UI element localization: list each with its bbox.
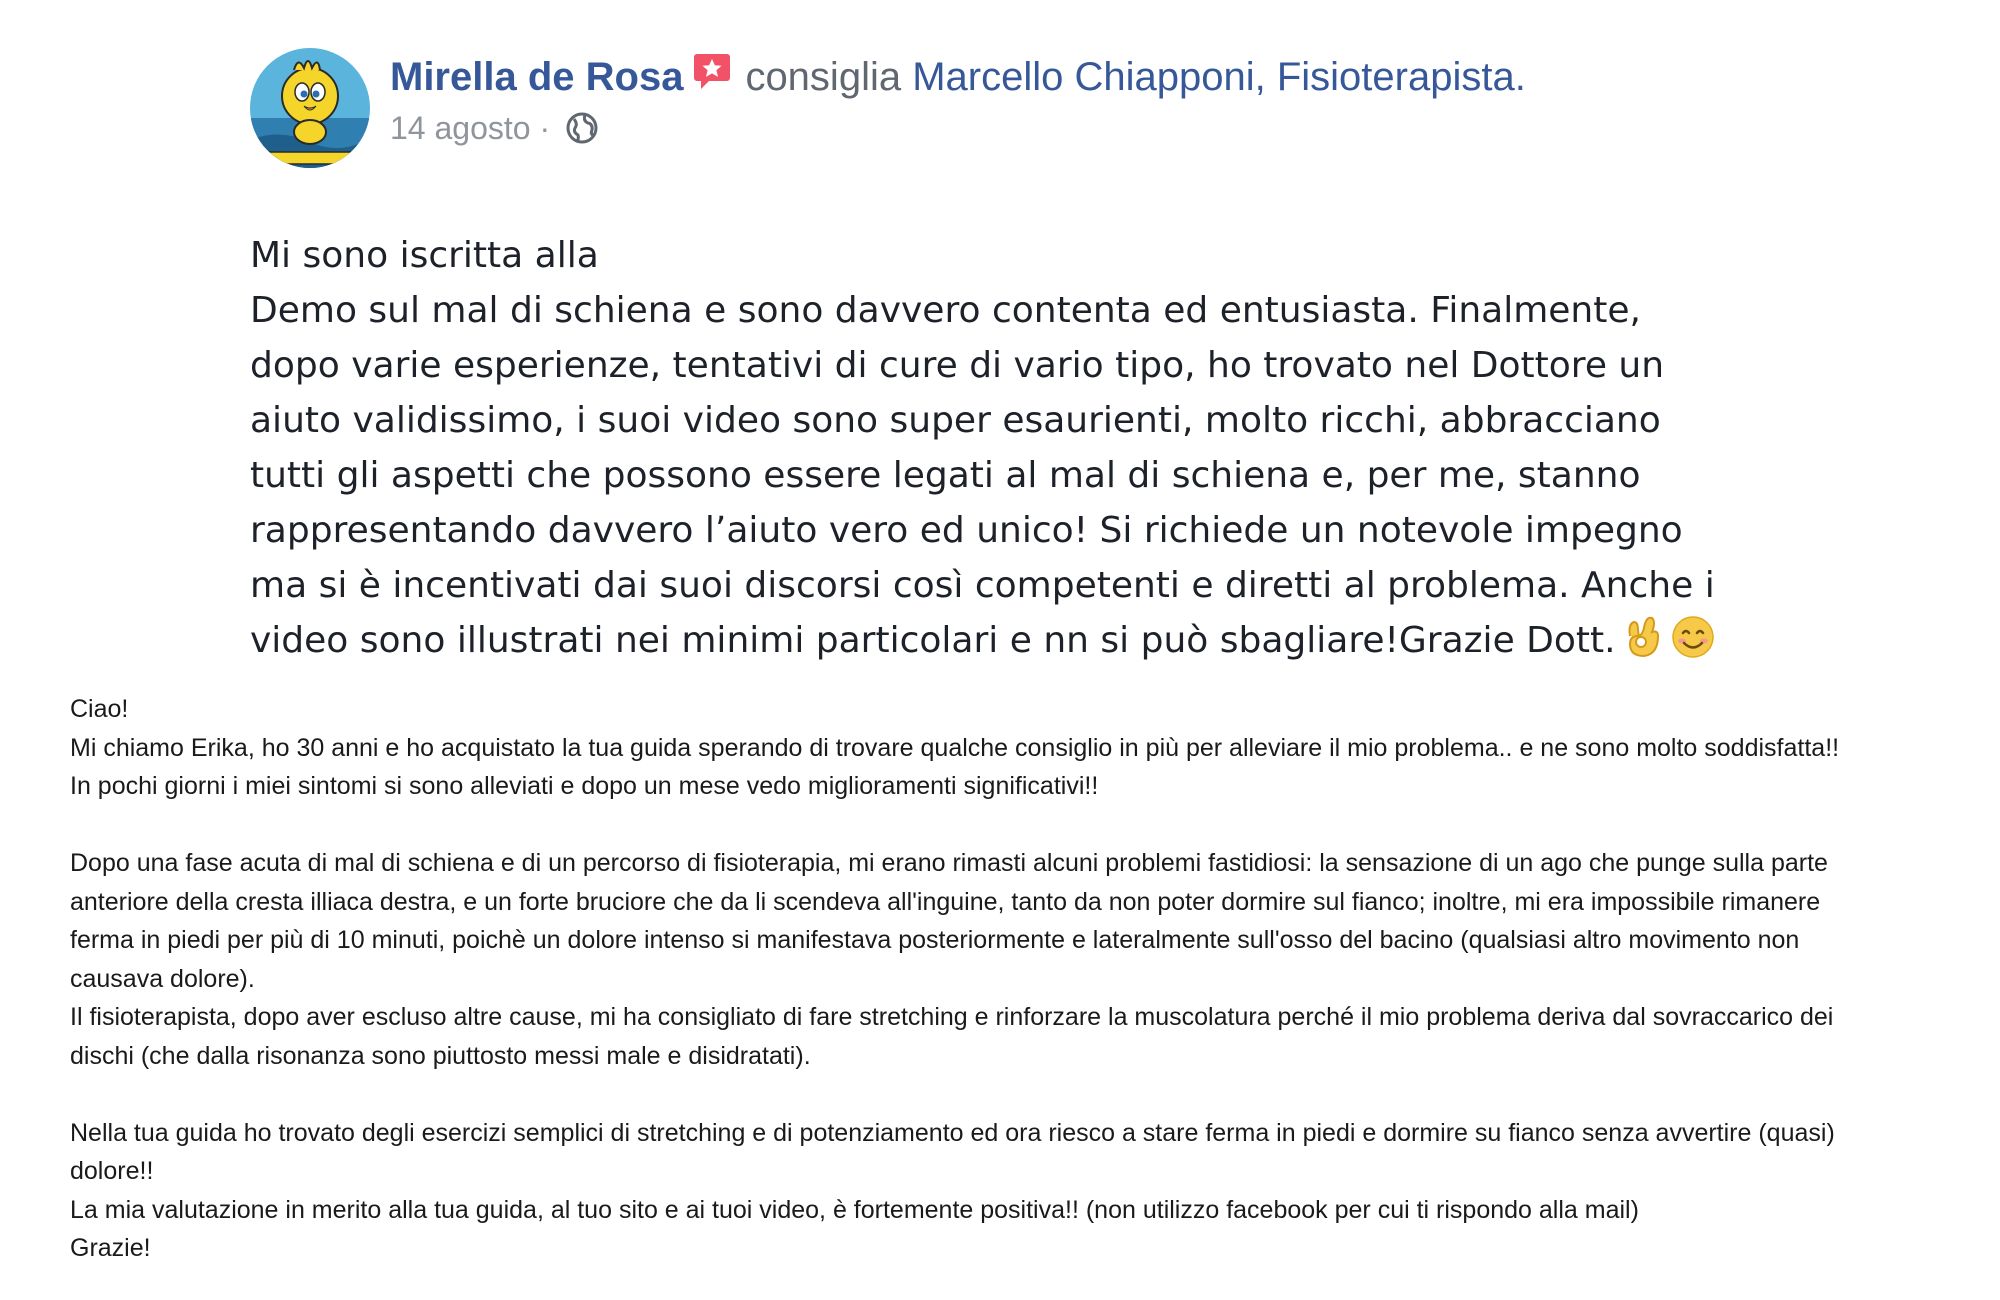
email-line: Mi chiamo Erika, ho 30 anni e ho acquistato la tua guida sperando di trovare qualche consiglio in più per alleviare il mio problema.. e ne sono molto soddisfatta!!	[70, 733, 1840, 762]
post-headline	[390, 50, 1810, 104]
email-line: dischi (che dalla risonanza sono piuttosto messi male e disidratati).	[70, 1041, 811, 1070]
email-line: Il fisioterapista, dopo aver escluso altre cause, mi ha consigliato di fare stretching e rinforzare la muscolatura perché il mio problema deriva dal sovraccarico dei	[70, 1003, 1834, 1031]
post-body-line: Demo sul mal di schiena e sono davvero contenta ed entusiasta. Finalmente,	[250, 290, 1641, 331]
email-line: ferma in piedi per più di 10 minuti, poichè un dolore intenso si manifestava posteriormente e lateralmente sull'osso del bacino (qualsiasi altro movimento non	[70, 926, 1800, 954]
recommendation-star-icon[interactable]	[693, 52, 731, 92]
post-header-text	[390, 50, 1810, 150]
email-greeting: Ciao!	[70, 695, 129, 723]
facebook-recommendation-post	[250, 40, 1810, 668]
email-line: anteriore della cresta illiaca destra, e un forte bruciore che da li scendeva all'inguine, tanto da non poter dormire sul fianco; inoltre, mi era impossibile rimanere	[70, 887, 1821, 916]
post-body-line: tutti gli aspetti che possono essere legati al mal di schiena e, per me, stanno	[250, 455, 1641, 496]
email-testimonial	[70, 690, 1970, 1268]
post-body-line: dopo varie esperienze, tentativi di cure di vario tipo, ho trovato nel Dottore un	[250, 345, 1665, 386]
post-body-last-line	[250, 613, 1790, 668]
post-date-link[interactable]: 14 agosto	[390, 110, 531, 146]
author-name-link[interactable]: Mirella de Rosa	[390, 55, 684, 99]
paragraph-spacer	[70, 806, 1970, 845]
cartoon-bird-avatar-icon	[250, 48, 370, 168]
meta-separator: ·	[539, 110, 551, 146]
post-body-line: rappresentando davvero l’aiuto vero ed unico! Si richiede un notevole impegno	[250, 510, 1683, 551]
recommends-verb: consiglia	[745, 55, 902, 99]
ok-hand-icon	[1622, 614, 1664, 660]
smiling-face-icon	[1670, 614, 1716, 660]
email-line: In pochi giorni i miei sintomi si sono alleviati e dopo un mese vedo miglioramenti significativi!!	[70, 772, 1099, 800]
post-body-line: ma si è incentivati dai suoi discorsi così competenti e diretti al problema. Anche i	[250, 565, 1715, 606]
email-signoff: Grazie!	[70, 1234, 151, 1262]
post-header	[250, 40, 1810, 180]
post-body-line: Mi sono iscritta alla	[250, 235, 599, 276]
avatar[interactable]	[250, 48, 370, 168]
email-line: Dopo una fase acuta di mal di schiena e di un percorso di fisioterapia, mi erano rimasti alcuni problemi fastidiosi: la sensazione di un ago che punge sulla parte	[70, 849, 1828, 877]
post-body	[250, 228, 1790, 668]
page-name-link[interactable]: Marcello Chiapponi, Fisioterapista.	[912, 55, 1526, 99]
email-line: causava dolore).	[70, 964, 255, 993]
post-meta	[390, 106, 1810, 150]
email-line: Nella tua guida ho trovato degli esercizi semplici di stretching e di potenziamento ed ora riesco a stare ferma in piedi e dormire su fianco senza avvertire (quasi)	[70, 1118, 1835, 1147]
post-body-line: aiuto validissimo, i suoi video sono super esaurienti, molto ricchi, abbracciano	[250, 400, 1661, 441]
globe-icon[interactable]	[565, 111, 599, 145]
post-body-line: video sono illustrati nei minimi particolari e nn si può sbagliare!Grazie Dott.	[250, 620, 1616, 661]
email-line: dolore!!	[70, 1157, 154, 1185]
paragraph-spacer	[70, 1075, 1970, 1114]
email-line: La mia valutazione in merito alla tua guida, al tuo sito e ai tuoi video, è fortemente positiva!! (non utilizzo facebook per cui ti rispondo alla mail)	[70, 1195, 1639, 1224]
